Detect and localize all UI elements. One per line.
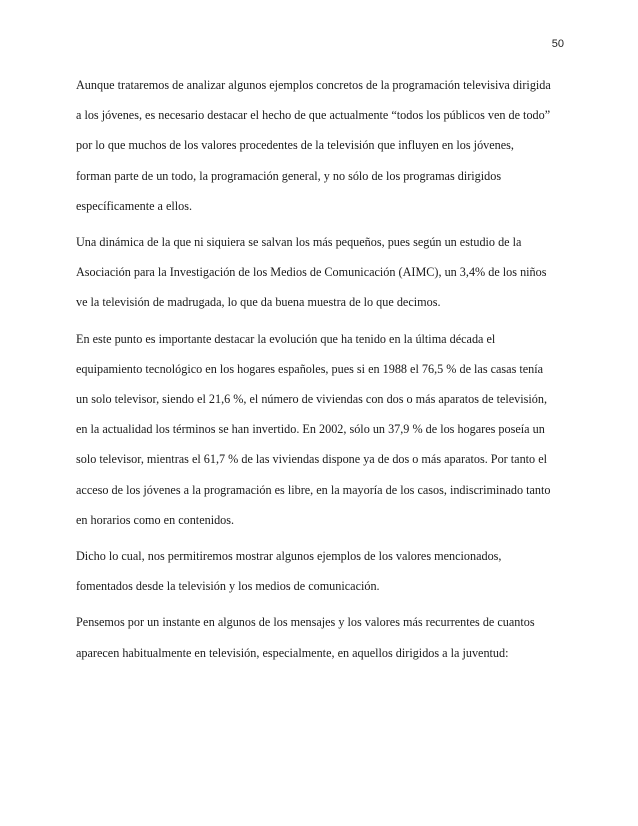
text-line: fomentados desde la televisión y los medios de comunicación.: [76, 579, 380, 594]
text-line: un solo televisor, siendo el 21,6 %, el número de viviendas con dos o más aparatos de televisión,: [76, 392, 547, 407]
text-line: En este punto es importante destacar la evolución que ha tenido en la última década el: [76, 331, 496, 346]
text-line: acceso de los jóvenes a la programación es libre, en la mayoría de los casos, indiscriminado tanto: [76, 482, 551, 497]
text-line: en la actualidad los términos se han invertido. En 2002, sólo un 37,9 % de los hogares poseía un: [76, 422, 545, 437]
text-line: equipamiento tecnológico en los hogares españoles, pues si en 1988 el 76,5 % de las casas tenía: [76, 361, 544, 376]
body-text: [76, 70, 576, 674]
text-line: forman parte de un todo, la programación general, y no sólo de los programas dirigidos: [76, 168, 502, 183]
text-line: solo televisor, mientras el 61,7 % de las viviendas dispone ya de dos o más aparatos. Por tanto el: [76, 452, 547, 467]
text-line: en horarios como en contenidos.: [76, 512, 235, 527]
paragraph-3: [76, 324, 576, 535]
text-line: por lo que muchos de los valores procedentes de la televisión que influyen en los jóvenes,: [76, 138, 514, 153]
text-line: aparecen habitualmente en televisión, especialmente, en aquellos dirigidos a la juventud:: [76, 645, 509, 660]
text-line: a los jóvenes, es necesario destacar el hecho de que actualmente “todos los públicos ven de todo”: [76, 108, 551, 123]
paragraph-5: [76, 607, 576, 667]
text-line: ve la televisión de madrugada, lo que da buena muestra de lo que decimos.: [76, 295, 441, 310]
text-line: Dicho lo cual, nos permitiremos mostrar algunos ejemplos de los valores mencionados,: [76, 549, 502, 564]
paragraph-2: [76, 227, 576, 318]
page-number: 50: [551, 38, 564, 50]
paragraph-1: [76, 70, 576, 221]
text-line: específicamente a ellos.: [76, 198, 193, 213]
text-line: Asociación para la Investigación de los Medios de Comunicación (AIMC), un 3,4% de los niños: [76, 265, 547, 280]
text-line: Aunque trataremos de analizar algunos ejemplos concretos de la programación televisiva dirigida: [76, 78, 551, 92]
text-line: Una dinámica de la que ni siquiera se salvan los más pequeños, pues según un estudio de la: [76, 235, 522, 250]
text-line: Pensemos por un instante en algunos de los mensajes y los valores más recurrentes de cuantos: [76, 615, 535, 630]
paragraph-4: [76, 541, 576, 601]
